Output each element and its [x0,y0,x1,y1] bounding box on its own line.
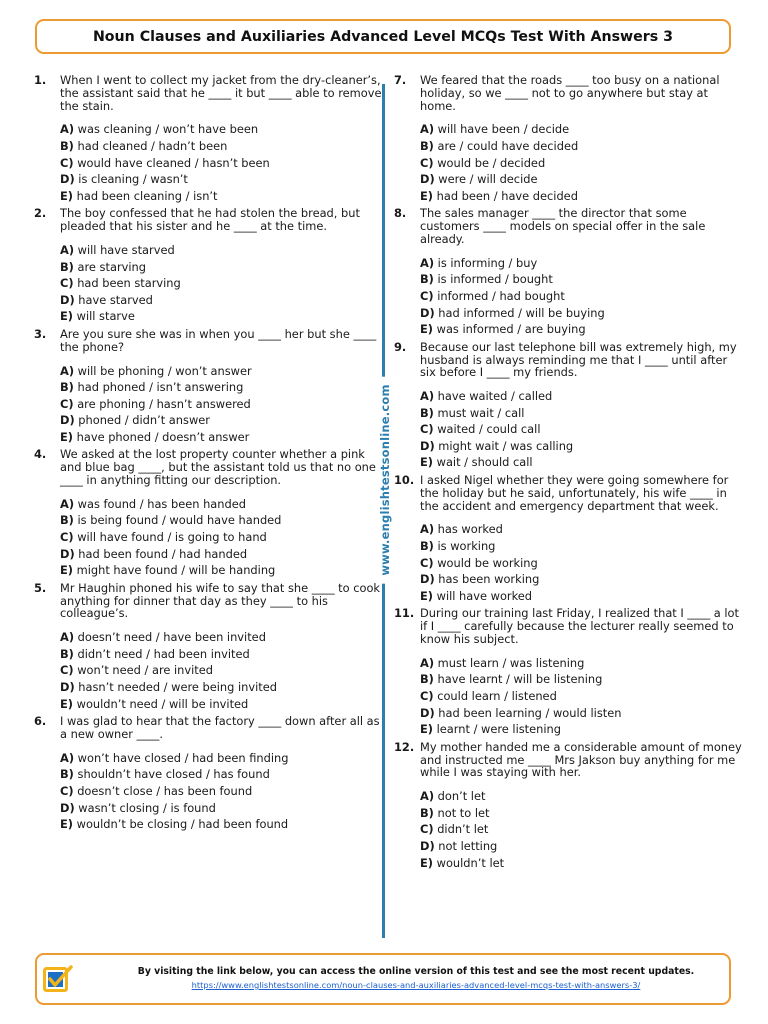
option-text: could learn / listened [437,689,557,704]
footer-box [35,953,731,1005]
option-text: have waited / called [437,389,553,404]
option-text: doesn’t need / have been invited [77,630,266,645]
question-8 [394,207,744,337]
option-letter: B) [60,767,74,782]
option-letter: E) [420,188,433,203]
option-a[interactable] [60,242,384,259]
question-10 [394,474,744,604]
option-d[interactable] [420,705,744,722]
option-b[interactable] [60,259,384,276]
option-e[interactable] [60,816,384,833]
option-text: might wait / was calling [438,438,574,453]
question-3 [34,328,384,446]
option-text: will have found / is going to hand [77,530,267,545]
question-text: During our training last Friday, I realized that I ____ a lot if I ____ carefully because the lecturer really seemed to know his subject. [420,606,739,647]
option-letter: C) [420,422,434,437]
option-e[interactable] [60,188,384,205]
option-letter: E) [420,322,433,337]
option-text: hasn’t needed / were being invited [78,680,277,695]
option-letter: B) [60,646,74,661]
option-text: has worked [437,522,503,537]
question-number: 9. [394,339,407,354]
option-letter: E) [60,429,73,444]
option-a[interactable] [60,496,384,513]
options-list [60,629,384,712]
question-number: 6. [34,714,47,729]
option-e[interactable] [420,321,744,338]
option-letter: D) [420,705,435,720]
option-letter: D) [60,800,75,815]
question-number: 12. [394,739,415,754]
option-b[interactable] [420,538,744,555]
option-text: wouldn’t let [436,855,505,870]
option-a[interactable] [420,121,744,138]
option-a[interactable] [60,629,384,646]
option-text: would be / decided [437,155,546,170]
option-text: will have been / decide [437,122,570,137]
option-text: not letting [438,838,498,853]
option-text: are starving [77,259,146,274]
question-number: 8. [394,206,407,221]
option-text: wasn’t closing / is found [78,800,216,815]
option-text: had phoned / isn’t answering [77,380,244,395]
option-c[interactable] [420,555,744,572]
question-text: My mother handed me a considerable amount of money and instructed me ____ Mrs Jakson buy anything for me while I was staying with her. [420,739,742,780]
option-text: had been / have decided [436,188,578,203]
option-text: didn’t let [437,822,489,837]
option-c[interactable] [420,421,744,438]
option-a[interactable] [60,363,384,380]
option-text: would be working [437,555,538,570]
option-letter: A) [60,122,75,137]
option-text: informed / had bought [437,288,565,303]
option-b[interactable] [420,671,744,688]
title-box [35,19,731,54]
option-letter: E) [60,188,73,203]
option-text: wait / should call [436,455,533,470]
option-letter: A) [60,750,75,765]
checkbox-check-icon [43,964,73,994]
options-list [420,121,744,204]
option-letter: E) [60,696,73,711]
option-c[interactable] [60,529,384,546]
option-c[interactable] [420,688,744,705]
option-letter: D) [420,838,435,853]
question-text: The sales manager ____ the director that some customers ____ models on special offer in the sale already. [420,206,706,246]
option-letter: C) [60,155,74,170]
option-e[interactable] [420,588,744,605]
options-list [420,521,744,604]
option-b[interactable] [60,379,384,396]
option-c[interactable] [60,155,384,172]
option-text: learnt / were listening [436,722,561,737]
option-b[interactable] [60,766,384,783]
options-list [420,655,744,738]
option-letter: A) [420,389,435,404]
question-number: 2. [34,206,47,221]
option-c[interactable] [420,288,744,305]
option-text: don’t let [437,789,486,804]
option-text: will have starved [77,242,175,257]
option-letter: D) [60,680,75,695]
option-text: is informed / bought [437,272,553,287]
option-letter: D) [420,438,435,453]
option-text: is cleaning / wasn’t [78,172,188,187]
option-text: not to let [437,805,490,820]
question-text: I asked Nigel whether they were going somewhere for the holiday but he said, unfortunately, his wife ____ in the accident and emergency department that week. [420,473,729,513]
option-a[interactable] [420,788,744,805]
options-list [60,242,384,325]
option-text: had informed / will be buying [438,305,605,320]
option-letter: E) [420,455,433,470]
option-text: have phoned / doesn’t answer [76,429,250,444]
option-d[interactable] [420,171,744,188]
option-d[interactable] [60,412,384,429]
question-6 [34,715,384,833]
option-text: wouldn’t be closing / had been found [76,817,289,832]
option-letter: A) [420,122,435,137]
option-letter: A) [60,363,75,378]
option-text: didn’t need / had been invited [77,646,250,661]
question-text: Because our last telephone bill was extremely high, my husband is always reminding me that I ____ until after six before I ____ my friends. [420,339,737,380]
option-text: shouldn’t have closed / has found [77,767,270,782]
option-text: are phoning / hasn’t answered [77,396,251,411]
option-text: doesn’t close / has been found [77,783,253,798]
option-letter: E) [420,855,433,870]
option-d[interactable] [420,305,744,322]
option-b[interactable] [420,405,744,422]
options-list [420,388,744,471]
option-letter: A) [420,255,435,270]
option-letter: A) [60,242,75,257]
option-d[interactable] [60,546,384,563]
option-a[interactable] [420,388,744,405]
question-2 [34,207,384,325]
footer-link[interactable]: https://www.englishtestsonline.com/noun-clauses-and-auxiliaries-advanced-level-mcqs-test-with-answers-3/ [191,980,641,990]
option-text: were / will decide [438,172,538,187]
option-d[interactable] [60,800,384,817]
option-text: won’t need / are invited [77,663,213,678]
question-number: 10. [394,473,415,488]
question-text: We asked at the lost property counter whether a pink and blue bag ____, but the assistant told us that no one ____ in anything fitting our description. [60,447,376,488]
options-list [60,121,384,204]
option-text: had been learning / would listen [438,705,622,720]
option-letter: D) [60,546,75,561]
question-text: Mr Haughin phoned his wife to say that she ____ to cook anything for dinner that day as they ____ to his colleague’s. [60,580,381,621]
option-text: has been working [438,572,540,587]
option-letter: D) [420,305,435,320]
option-letter: E) [60,309,73,324]
option-text: had been cleaning / isn’t [76,188,218,203]
option-b[interactable] [60,138,384,155]
question-number: 5. [34,580,47,595]
option-text: might have found / will be handing [76,563,276,578]
question-number: 11. [394,606,415,621]
question-9 [394,341,744,471]
option-letter: E) [420,588,433,603]
option-d[interactable] [60,292,384,309]
question-7 [394,74,744,204]
option-c[interactable] [420,155,744,172]
option-text: was found / has been handed [77,496,246,511]
options-list [60,363,384,446]
option-letter: C) [420,689,434,704]
option-letter: B) [420,539,434,554]
option-e[interactable] [60,696,384,713]
option-letter: B) [60,380,74,395]
option-c[interactable] [60,275,384,292]
option-text: have starved [78,292,153,307]
question-text: I was glad to hear that the factory ____ down after all as a new owner ____. [60,714,380,741]
option-letter: B) [420,138,434,153]
option-letter: E) [60,817,73,832]
option-letter: D) [60,172,75,187]
option-text: have learnt / will be listening [437,672,603,687]
option-e[interactable] [420,188,744,205]
left-column [34,74,384,833]
option-text: will have worked [436,588,533,603]
option-letter: C) [60,530,74,545]
question-4 [34,448,384,578]
question-number: 4. [34,447,47,462]
option-a[interactable] [60,121,384,138]
option-c[interactable] [420,821,744,838]
footer-note: By visiting the link below, you can access the online version of this test and see the most recent updates. [137,966,695,977]
option-letter: D) [420,572,435,587]
options-list [420,788,744,871]
option-text: won’t have closed / had been finding [77,750,289,765]
option-text: must wait / call [437,405,525,420]
option-text: will starve [76,309,135,324]
option-text: will be phoning / won’t answer [77,363,252,378]
option-letter: A) [420,789,435,804]
option-d[interactable] [60,679,384,696]
option-letter: C) [420,822,434,837]
option-text: was informed / are buying [436,322,586,337]
option-letter: A) [420,655,435,670]
option-letter: D) [60,413,75,428]
option-a[interactable] [420,521,744,538]
options-list [60,496,384,579]
question-number: 3. [34,326,47,341]
options-list [60,750,384,833]
option-letter: E) [60,563,73,578]
option-letter: C) [60,663,74,678]
option-letter: B) [420,405,434,420]
question-text: The boy confessed that he had stolen the bread, but pleaded that his sister and he ____ at the time. [60,206,360,234]
option-letter: C) [60,276,74,291]
option-letter: B) [420,672,434,687]
option-d[interactable] [60,171,384,188]
option-letter: C) [60,783,74,798]
option-text: had been starving [77,276,181,291]
question-text: We feared that the roads ____ too busy on a national holiday, so we ____ not to go anywhere but stay at home. [420,73,720,113]
option-c[interactable] [60,662,384,679]
option-letter: E) [420,722,433,737]
option-letter: B) [60,513,74,528]
option-letter: A) [60,630,75,645]
option-letter: D) [420,172,435,187]
question-12 [394,741,744,871]
option-text: are / could have decided [437,138,579,153]
option-c[interactable] [60,783,384,800]
options-list [420,255,744,338]
option-text: is informing / buy [437,255,538,270]
side-website-text: www.englishtestsonline.com [378,376,392,583]
option-e[interactable] [420,454,744,471]
question-5 [34,582,384,712]
option-letter: C) [60,396,74,411]
option-text: is working [437,539,496,554]
option-a[interactable] [60,750,384,767]
option-a[interactable] [420,255,744,272]
option-text: phoned / didn’t answer [78,413,210,428]
option-text: was cleaning / won’t have been [77,122,259,137]
option-text: wouldn’t need / will be invited [76,696,249,711]
option-e[interactable] [60,562,384,579]
question-11 [394,607,744,737]
question-number: 7. [394,73,407,87]
option-b[interactable] [60,646,384,663]
option-letter: C) [420,555,434,570]
option-letter: D) [60,292,75,307]
option-text: must learn / was listening [437,655,585,670]
option-d[interactable] [420,571,744,588]
option-letter: B) [60,259,74,274]
option-e[interactable] [60,429,384,446]
option-text: had been found / had handed [78,546,248,561]
option-b[interactable] [420,138,744,155]
option-b[interactable] [420,271,744,288]
option-d[interactable] [420,838,744,855]
option-text: is being found / would have handed [77,513,282,528]
option-e[interactable] [60,308,384,325]
option-b[interactable] [420,805,744,822]
option-letter: B) [420,805,434,820]
option-c[interactable] [60,396,384,413]
page-title: Noun Clauses and Auxiliaries Advanced Level MCQs Test With Answers 3 [92,28,674,45]
option-d[interactable] [420,438,744,455]
option-e[interactable] [420,855,744,872]
question-text: When I went to collect my jacket from the dry-cleaner’s, the assistant said that he ____ it but ____ able to remove the stain. [60,73,382,113]
option-text: had cleaned / hadn’t been [77,138,228,153]
option-letter: C) [420,288,434,303]
option-text: waited / could call [437,422,541,437]
option-letter: B) [420,272,434,287]
option-letter: C) [420,155,434,170]
question-text: Are you sure she was in when you ____ her but she ____ the phone? [60,326,377,354]
question-number: 1. [34,73,47,87]
option-e[interactable] [420,721,744,738]
option-letter: A) [60,496,75,511]
question-1 [34,74,384,204]
option-text: would have cleaned / hasn’t been [77,155,270,170]
option-letter: B) [60,138,74,153]
option-a[interactable] [420,655,744,672]
option-b[interactable] [60,512,384,529]
option-letter: A) [420,522,435,537]
right-column [394,74,744,871]
